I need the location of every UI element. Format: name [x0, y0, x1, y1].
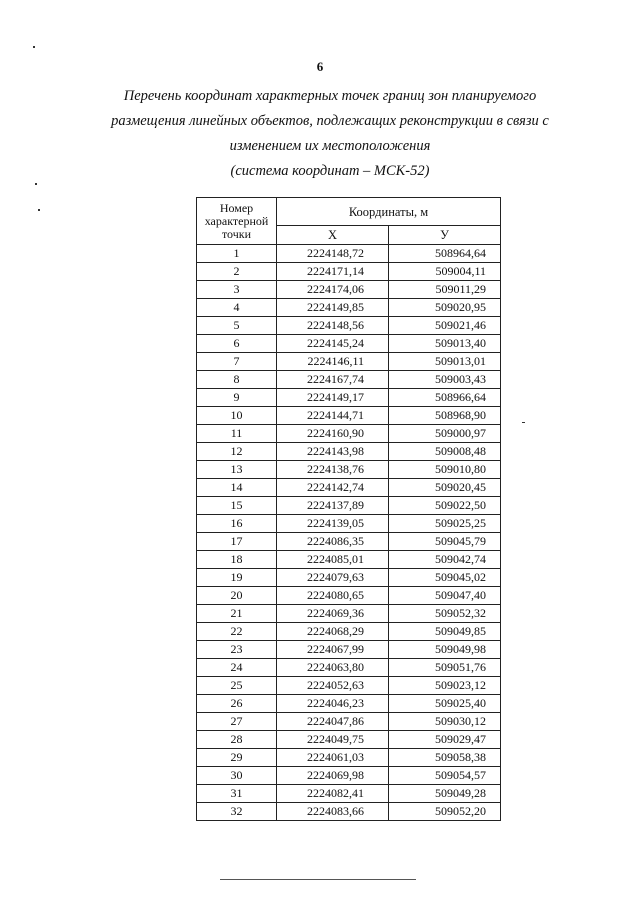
header-point-number: Номер характерной точки	[197, 198, 277, 245]
x-coordinate-cell: 2224138,76	[277, 461, 389, 479]
y-coordinate-cell: 509049,85	[389, 623, 501, 641]
x-coordinate-cell: 2224137,89	[277, 497, 389, 515]
title-line-3: изменением их местоположения	[229, 138, 431, 154]
x-coordinate-cell: 2224069,36	[277, 605, 389, 623]
x-coordinate-cell: 2224174,06	[277, 281, 389, 299]
point-number-cell: 11	[197, 425, 277, 443]
x-coordinate-cell: 2224049,75	[277, 731, 389, 749]
x-coordinate-cell: 2224079,63	[277, 569, 389, 587]
point-number-cell: 7	[197, 353, 277, 371]
y-coordinate-cell: 509020,95	[389, 299, 501, 317]
table-row	[197, 803, 501, 821]
table-row	[197, 749, 501, 767]
x-coordinate-cell: 2224149,17	[277, 389, 389, 407]
y-coordinate-cell: 508964,64	[389, 245, 501, 263]
point-number-cell: 15	[197, 497, 277, 515]
y-coordinate-cell: 508966,64	[389, 389, 501, 407]
y-coordinate-cell: 509045,02	[389, 569, 501, 587]
y-coordinate-cell: 509021,46	[389, 317, 501, 335]
x-coordinate-cell: 2224082,41	[277, 785, 389, 803]
x-coordinate-cell: 2224160,90	[277, 425, 389, 443]
table-row	[197, 515, 501, 533]
point-number-cell: 12	[197, 443, 277, 461]
table-row	[197, 371, 501, 389]
x-coordinate-cell: 2224139,05	[277, 515, 389, 533]
point-number-cell: 5	[197, 317, 277, 335]
point-number-cell: 18	[197, 551, 277, 569]
x-coordinate-cell: 2224047,86	[277, 713, 389, 731]
page-number: 6	[316, 59, 324, 74]
margin-mark	[522, 422, 525, 423]
x-coordinate-cell: 2224148,56	[277, 317, 389, 335]
x-coordinate-cell: 2224149,85	[277, 299, 389, 317]
y-coordinate-cell: 509010,80	[389, 461, 501, 479]
point-number-cell: 30	[197, 767, 277, 785]
x-coordinate-cell: 2224167,74	[277, 371, 389, 389]
document-title	[90, 84, 570, 184]
table-row	[197, 335, 501, 353]
table-row	[197, 443, 501, 461]
table-row	[197, 245, 501, 263]
table-row	[197, 713, 501, 731]
table-row	[197, 587, 501, 605]
header-x: X	[277, 226, 389, 245]
y-coordinate-cell: 509000,97	[389, 425, 501, 443]
point-number-cell: 26	[197, 695, 277, 713]
x-coordinate-cell: 2224148,72	[277, 245, 389, 263]
x-coordinate-cell: 2224144,71	[277, 407, 389, 425]
table-row	[197, 569, 501, 587]
point-number-cell: 14	[197, 479, 277, 497]
table-row	[197, 461, 501, 479]
x-coordinate-cell: 2224052,63	[277, 677, 389, 695]
point-number-cell: 23	[197, 641, 277, 659]
x-coordinate-cell: 2224063,80	[277, 659, 389, 677]
table-row	[197, 281, 501, 299]
point-number-cell: 28	[197, 731, 277, 749]
x-coordinate-cell: 2224171,14	[277, 263, 389, 281]
x-coordinate-cell: 2224083,66	[277, 803, 389, 821]
y-coordinate-cell: 509004,11	[389, 263, 501, 281]
point-number-cell: 3	[197, 281, 277, 299]
table-row	[197, 497, 501, 515]
table-row	[197, 767, 501, 785]
point-number-cell: 2	[197, 263, 277, 281]
table-row	[197, 317, 501, 335]
point-number-cell: 27	[197, 713, 277, 731]
table-row	[197, 659, 501, 677]
table-row	[197, 353, 501, 371]
table-row	[197, 695, 501, 713]
point-number-cell: 10	[197, 407, 277, 425]
x-coordinate-cell: 2224143,98	[277, 443, 389, 461]
header-y: У	[389, 226, 501, 245]
y-coordinate-cell: 509042,74	[389, 551, 501, 569]
y-coordinate-cell: 509049,98	[389, 641, 501, 659]
x-coordinate-cell: 2224061,03	[277, 749, 389, 767]
point-number-cell: 31	[197, 785, 277, 803]
point-number-cell: 4	[197, 299, 277, 317]
y-coordinate-cell: 509047,40	[389, 587, 501, 605]
table-row	[197, 551, 501, 569]
table-row	[197, 263, 501, 281]
x-coordinate-cell: 2224146,11	[277, 353, 389, 371]
point-number-cell: 16	[197, 515, 277, 533]
x-coordinate-cell: 2224068,29	[277, 623, 389, 641]
y-coordinate-cell: 509025,25	[389, 515, 501, 533]
table-row	[197, 605, 501, 623]
point-number-cell: 20	[197, 587, 277, 605]
x-coordinate-cell: 2224080,65	[277, 587, 389, 605]
y-coordinate-cell: 509058,38	[389, 749, 501, 767]
margin-mark	[38, 209, 40, 211]
point-number-cell: 29	[197, 749, 277, 767]
y-coordinate-cell: 509049,28	[389, 785, 501, 803]
margin-mark	[33, 46, 35, 48]
title-line-2: размещения линейных объектов, подлежащих реконструкции в связи с	[111, 113, 549, 129]
title-line-1: Перечень координат характерных точек границ зон планируемого	[123, 88, 537, 104]
y-coordinate-cell: 509013,01	[389, 353, 501, 371]
x-coordinate-cell: 2224142,74	[277, 479, 389, 497]
x-coordinate-cell: 2224067,99	[277, 641, 389, 659]
x-coordinate-cell: 2224046,23	[277, 695, 389, 713]
point-number-cell: 19	[197, 569, 277, 587]
table-row	[197, 623, 501, 641]
table-row	[197, 533, 501, 551]
table-row	[197, 641, 501, 659]
table-row	[197, 785, 501, 803]
y-coordinate-cell: 509003,43	[389, 371, 501, 389]
x-coordinate-cell: 2224085,01	[277, 551, 389, 569]
margin-mark	[35, 183, 37, 185]
point-number-cell: 13	[197, 461, 277, 479]
point-number-cell: 32	[197, 803, 277, 821]
table-row	[197, 677, 501, 695]
y-coordinate-cell: 509029,47	[389, 731, 501, 749]
table-row	[197, 479, 501, 497]
bottom-rule	[220, 879, 416, 880]
coordinates-table	[196, 197, 501, 821]
y-coordinate-cell: 509025,40	[389, 695, 501, 713]
y-coordinate-cell: 509023,12	[389, 677, 501, 695]
x-coordinate-cell: 2224086,35	[277, 533, 389, 551]
point-number-cell: 22	[197, 623, 277, 641]
table-row	[197, 389, 501, 407]
y-coordinate-cell: 509013,40	[389, 335, 501, 353]
x-coordinate-cell: 2224069,98	[277, 767, 389, 785]
y-coordinate-cell: 509052,20	[389, 803, 501, 821]
y-coordinate-cell: 509022,50	[389, 497, 501, 515]
table-row	[197, 425, 501, 443]
point-number-cell: 24	[197, 659, 277, 677]
x-coordinate-cell: 2224145,24	[277, 335, 389, 353]
title-line-4: (система координат – МСК-52)	[230, 163, 430, 179]
point-number-cell: 9	[197, 389, 277, 407]
table-row	[197, 299, 501, 317]
point-number-cell: 17	[197, 533, 277, 551]
y-coordinate-cell: 508968,90	[389, 407, 501, 425]
point-number-cell: 25	[197, 677, 277, 695]
table-row	[197, 407, 501, 425]
point-number-cell: 21	[197, 605, 277, 623]
point-number-cell: 6	[197, 335, 277, 353]
y-coordinate-cell: 509011,29	[389, 281, 501, 299]
point-number-cell: 8	[197, 371, 277, 389]
y-coordinate-cell: 509008,48	[389, 443, 501, 461]
y-coordinate-cell: 509030,12	[389, 713, 501, 731]
header-coordinates: Координаты, м	[277, 198, 501, 226]
y-coordinate-cell: 509020,45	[389, 479, 501, 497]
point-number-cell: 1	[197, 245, 277, 263]
table-row	[197, 731, 501, 749]
y-coordinate-cell: 509045,79	[389, 533, 501, 551]
y-coordinate-cell: 509052,32	[389, 605, 501, 623]
y-coordinate-cell: 509054,57	[389, 767, 501, 785]
y-coordinate-cell: 509051,76	[389, 659, 501, 677]
